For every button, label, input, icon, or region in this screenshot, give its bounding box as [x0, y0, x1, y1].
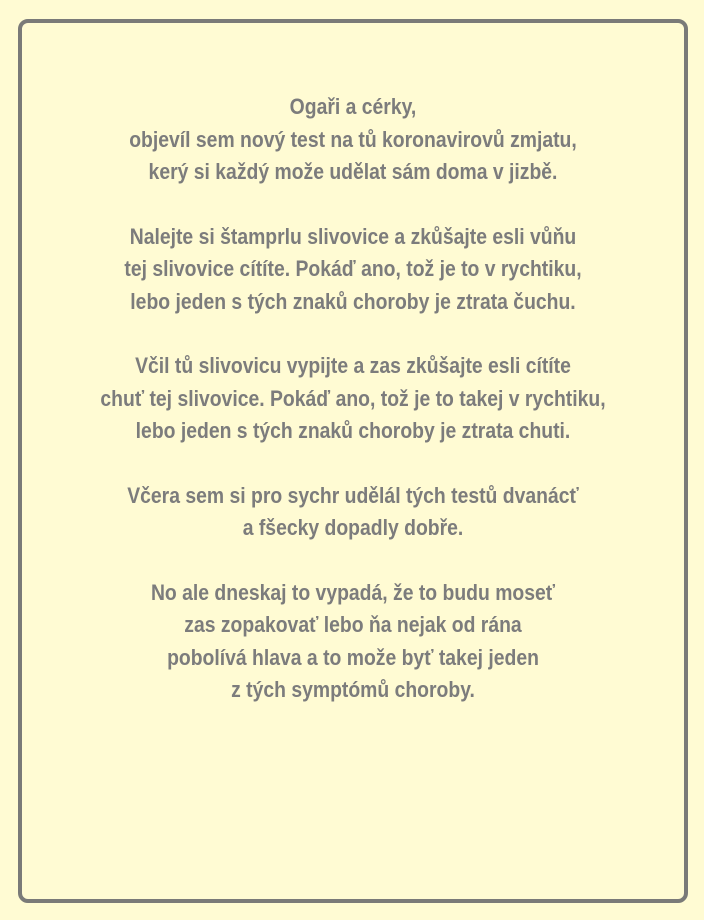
text-line: kerý si každý može udělat sám doma v jizbě. — [148, 159, 558, 184]
text-line: Včil tů slivovicu vypijte a zas zkůšajte esli cítíte — [135, 353, 571, 378]
message-text — [62, 91, 645, 739]
paragraph-greeting — [62, 91, 645, 189]
text-line: pobolívá hlava a to može byť takej jeden — [167, 644, 539, 670]
text-line: a fšecky dopadly dobře. — [242, 515, 464, 540]
paragraph-yesterday — [62, 480, 645, 545]
text-line: lebo jeden s tých znaků choroby je ztrata chuti. — [135, 418, 571, 443]
paragraph-smell-test — [62, 221, 645, 319]
paragraph-today — [62, 577, 645, 707]
text-line: objevíl sem nový test na tů koronavirovů zmjatu, — [129, 126, 577, 152]
text-line: zas zopakovať lebo ňa nejak od rána — [184, 612, 522, 637]
text-line: No ale dneskaj to vypadá, že to budu moseť — [150, 579, 556, 605]
text-line: Včera sem si pro sychr udělál tých testů dvanácť — [127, 482, 579, 508]
text-line: tej slivovice cítíte. Pokáď ano, tož je to v rychtiku, — [124, 256, 582, 281]
message-card — [18, 19, 688, 903]
text-line: chuť tej slivovice. Pokáď ano, tož je to takej v rychtiku, — [100, 385, 606, 411]
text-line: z tých symptómů choroby. — [231, 677, 475, 702]
text-line: Nalejte si štamprlu slivovice a zkůšajte esli vůňu — [129, 223, 577, 249]
text-line: Ogaři a cérky, — [289, 94, 417, 119]
paragraph-taste-test — [62, 350, 645, 448]
text-line: lebo jeden s tých znaků choroby je ztrata čuchu. — [130, 288, 576, 314]
